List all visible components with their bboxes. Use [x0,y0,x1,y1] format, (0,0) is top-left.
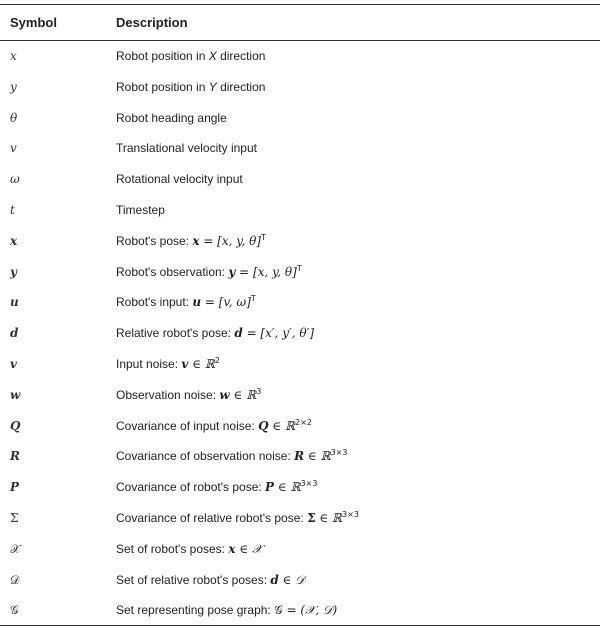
math-expression: = [x′, y′, θ′] [242,326,314,341]
description-cell [116,441,347,472]
math-expression: ∈ ℝ [304,449,331,464]
math-variable: x [192,233,200,248]
description-emphasis: Y [208,79,217,94]
math-variable: y [228,264,236,279]
description-text: Observation noise: [116,387,220,402]
table-row [0,133,600,164]
description-cell [116,380,261,411]
table-row [0,565,600,596]
table-row [0,164,600,195]
description-text: Rotational velocity input [116,172,243,187]
description-cell [116,41,265,72]
math-variable: u [192,295,202,310]
math-superscript: 3×3 [300,479,318,489]
table-row [0,195,600,226]
table-row [0,41,600,72]
table-row [0,595,600,626]
math-superscript: 3 [256,386,262,396]
symbol-cell: u [10,295,19,310]
symbol-cell: 𝒳 [10,541,21,556]
description-emphasis: X [208,49,217,63]
math-expression: ∈ ℝ [229,387,257,402]
symbol-cell: y [10,79,17,94]
math-expression: = [x, y, θ] [235,264,297,279]
symbol-cell: Σ [10,510,19,525]
table-row [0,534,600,565]
symbol-cell: d [10,326,19,341]
math-variable: x [228,541,236,556]
description-cell [116,72,265,103]
math-superscript: 3×3 [330,448,348,458]
table-row [0,257,600,288]
math-expression: ∈ ℝ [268,418,296,433]
description-tail: direction [216,49,266,63]
math-variable: w [219,387,230,402]
math-expression: ∈ 𝒳 [235,541,263,556]
math-variable: 𝒢 [274,603,283,618]
math-expression: ∈ ℝ [274,480,301,495]
description-text: Set of relative robot's poses: [116,572,271,587]
math-superscript: T [260,232,266,242]
symbol-cell: x [10,233,18,248]
table-row [0,72,600,103]
symbol-cell: y [10,264,17,279]
table-row [0,226,600,257]
description-text: Robot's pose: [116,233,193,248]
description-text: Robot position in [116,49,209,63]
header-description: Description [116,15,188,30]
table-row [0,380,600,411]
table-row [0,411,600,442]
description-cell [116,503,359,534]
table-row [0,472,600,503]
description-cell [116,411,312,442]
description-text: Robot's observation: [116,264,229,279]
table-row [0,287,600,318]
math-expression: ∈ ℝ [315,510,343,525]
math-expression: ∈ ℝ [188,356,215,371]
description-cell [116,565,305,596]
description-text: Input noise: [116,356,182,371]
math-superscript: T [250,294,256,304]
math-variable: Σ [307,510,316,525]
description-text: Set of robot's poses: [116,541,229,556]
description-cell [116,472,317,503]
math-superscript: T [296,263,302,273]
description-text: Covariance of relative robot's pose: [116,510,308,525]
math-variable: d [234,326,243,341]
table-row [0,441,600,472]
description-text: Relative robot's pose: [116,326,235,341]
description-cell [116,164,243,195]
symbol-cell: 𝒢 [10,603,19,618]
symbol-cell: R [10,449,20,464]
symbol-cell: Q [10,418,21,433]
table-row [0,503,600,534]
table-top-rule [0,4,600,5]
math-variable: v [181,356,189,371]
symbol-cell: θ [10,110,18,125]
symbol-cell: t [10,202,15,217]
description-cell [116,595,337,626]
math-superscript: 2×2 [295,417,312,427]
symbol-cell: x [10,49,17,63]
math-superscript: 3×3 [342,509,359,519]
description-cell [116,226,266,257]
math-expression: = [x, y, θ] [199,233,261,248]
symbol-cell: 𝒟 [10,572,20,587]
table-body [0,41,600,626]
description-cell [116,103,227,134]
table-bottom-rule [0,625,600,626]
description-text: Timestep [116,202,165,217]
math-variable: Q [258,418,269,433]
description-text: Robot heading angle [116,110,227,125]
description-text: Covariance of robot's pose: [116,480,266,495]
description-cell [116,534,262,565]
description-tail: direction [216,79,266,94]
symbol-cell: v [10,356,17,371]
symbol-cell: P [10,480,20,495]
description-cell [116,318,314,349]
math-variable: d [270,572,279,587]
math-superscript: 2 [214,355,220,365]
description-text: Robot's input: [116,295,193,310]
description-text: Covariance of input noise: [116,418,259,433]
description-cell [116,349,220,380]
math-expression: = [v, ω] [201,295,251,310]
description-text: Covariance of observation noise: [116,449,295,464]
description-text: Translational velocity input [116,141,257,156]
math-expression: = (𝒳, 𝒟) [282,603,338,618]
table-row [0,318,600,349]
description-cell [116,287,256,318]
math-variable: P [265,480,275,495]
table-row [0,349,600,380]
header-symbol: Symbol [10,15,57,30]
symbol-cell: ω [10,172,20,187]
math-variable: R [294,449,305,464]
table-row [0,103,600,134]
description-cell [116,133,257,164]
symbol-cell: w [10,387,21,402]
description-cell [116,257,302,288]
math-expression: ∈ 𝒟 [278,572,305,587]
symbol-cell: v [10,141,17,156]
description-text: Robot position in [116,79,209,94]
description-cell [116,195,165,226]
description-text: Set representing pose graph: [116,603,275,618]
